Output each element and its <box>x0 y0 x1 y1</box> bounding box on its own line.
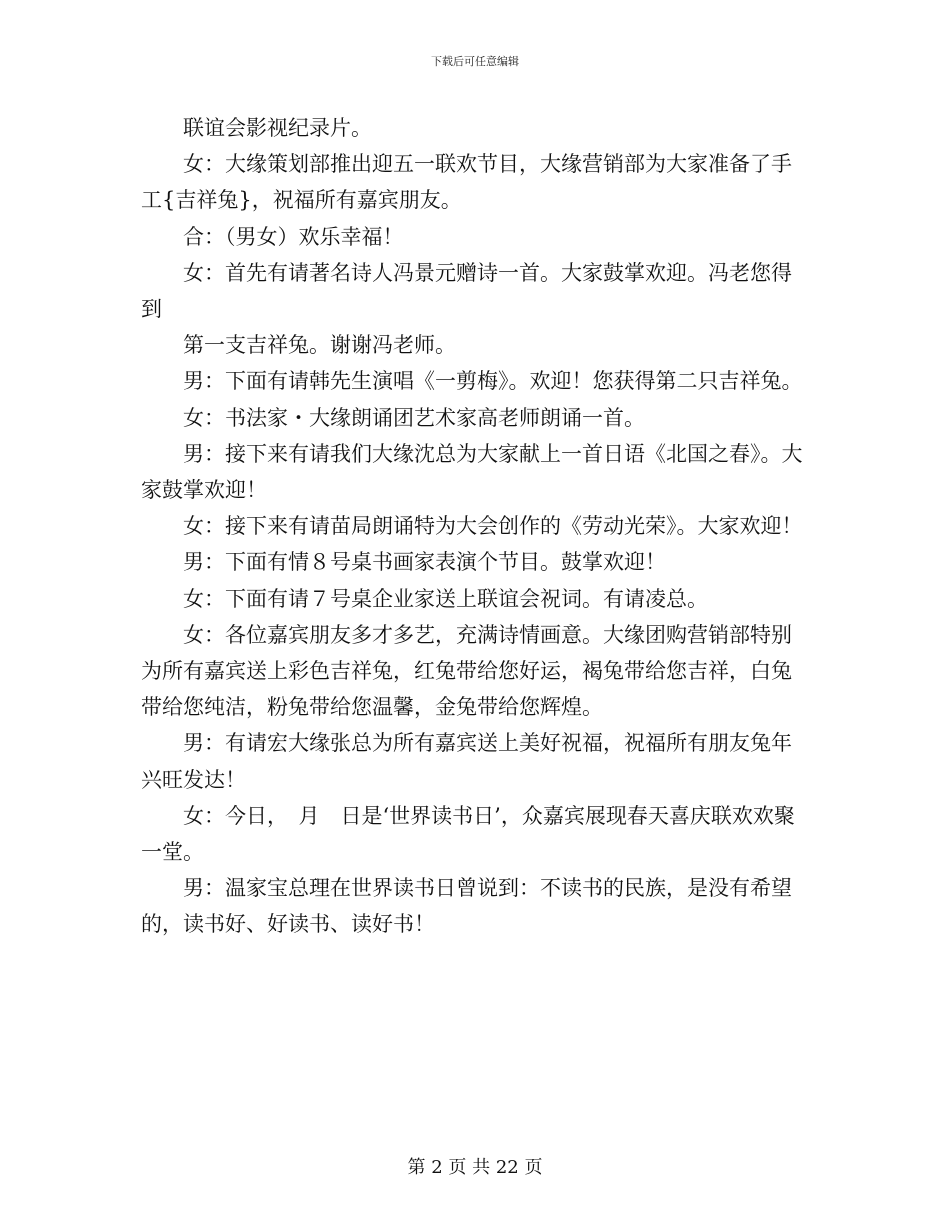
paragraph: 男：接下来有请我们大缘沈总为大家献上一首日语《北国之春》。大家鼓掌欢迎！ <box>141 441 803 503</box>
paragraph: 女：大缘策划部推出迎五一联欢节目，大缘营销部为大家准备了手工{吉祥兔}，祝福所有嘉宾朋友。 <box>141 152 792 213</box>
paragraph: 女：下面有请７号桌企业家送上联谊会祝词。有请凌总。 <box>183 586 708 611</box>
paragraph: 女：今日， 月 日是‘世界读书日’，众嘉宾展现春天喜庆联欢欢聚一堂。 <box>141 803 795 865</box>
page-footer: 第 2 页 共 22 页 <box>407 1157 543 1178</box>
document-body <box>141 110 809 943</box>
paragraph: 女：首先有请著名诗人冯景元赠诗一首。大家鼓掌欢迎。冯老您得到 <box>141 260 792 322</box>
page-header: 下载后可任意编辑 <box>431 55 519 68</box>
paragraph: 联谊会影视纪录片。 <box>183 116 372 140</box>
paragraph: 男：有请宏大缘张总为所有嘉宾送上美好祝福，祝福所有朋友兔年兴旺发达！ <box>141 731 792 792</box>
paragraph: 第一支吉祥兔。谢谢冯老师。 <box>183 333 456 358</box>
paragraph: 男：下面有情８号桌书画家表演个节目。鼓掌欢迎！ <box>183 550 666 575</box>
paragraph: 女：各位嘉宾朋友多才多艺，充满诗情画意。大缘团购营销部特别为所有嘉宾送上彩色吉祥兔，红兔带给您好运，褐兔带给您吉祥，白兔带给您纯洁，粉兔带给您温馨，金兔带给您辉煌。 <box>141 622 792 720</box>
paragraph: 男：温家宝总理在世界读书日曾说到：不读书的民族，是没有希望的，读书好、好读书、读好书！ <box>141 876 792 937</box>
paragraph: 合：（男女）欢乐幸福！ <box>183 224 404 249</box>
paragraph: 男：下面有请韩先生演唱《一剪梅》。欢迎！您获得第二只吉祥兔。 <box>183 369 803 394</box>
paragraph: 女：书法家・大缘朗诵团艺术家高老师朗诵一首。 <box>183 405 645 430</box>
paragraph: 女：接下来有请苗局朗诵特为大会创作的《劳动光荣》。大家欢迎！ <box>183 514 803 539</box>
